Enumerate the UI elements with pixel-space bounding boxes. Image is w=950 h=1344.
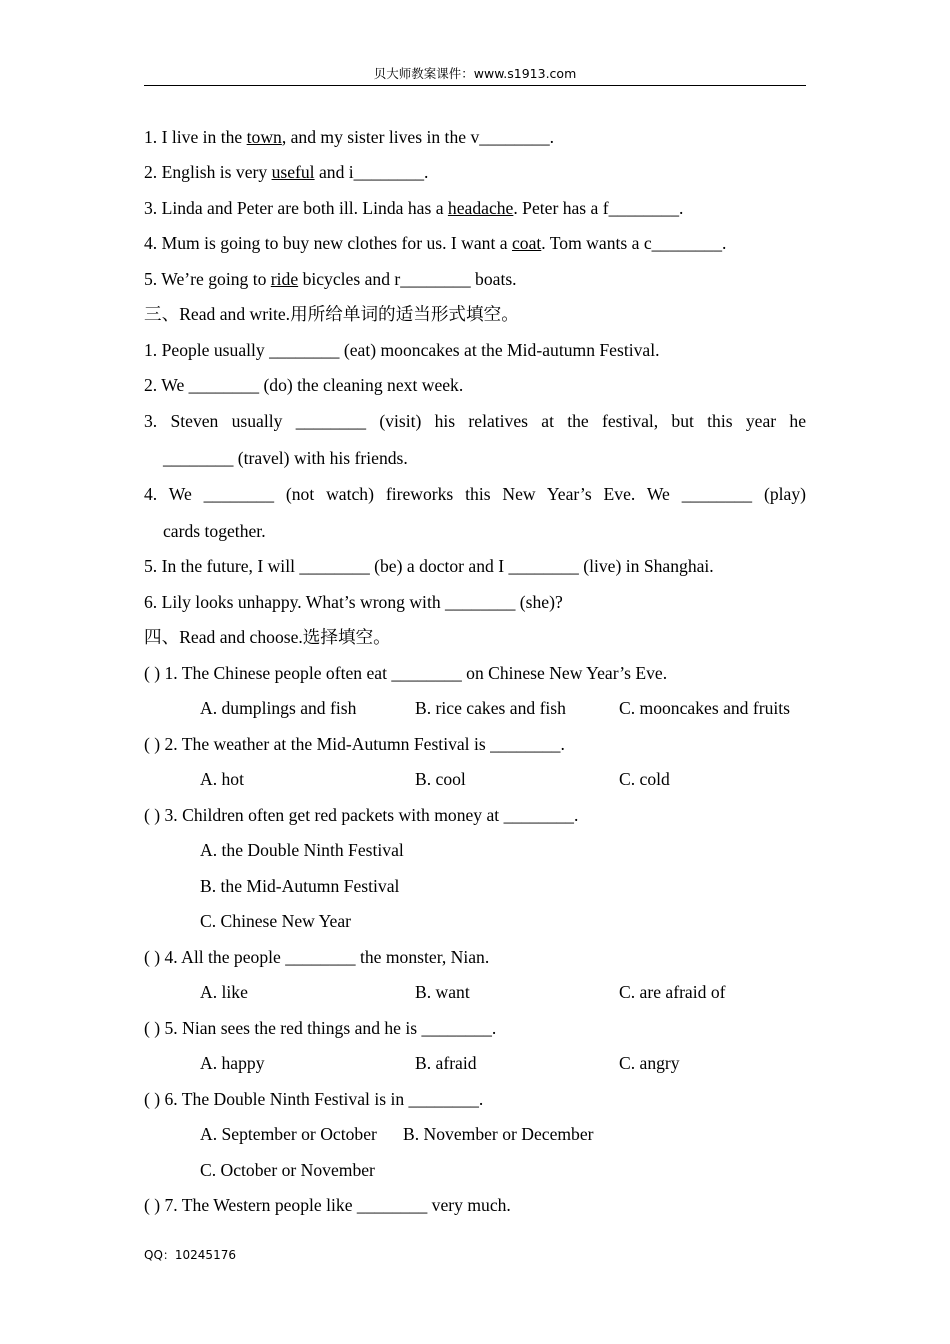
underlined-word: town (246, 127, 282, 147)
option-c: C. cold (619, 769, 670, 789)
list-item: 1. I live in the town, and my sister lives in the v________. (144, 127, 555, 147)
section-heading: 四、Read and choose.选择填空。 (144, 627, 391, 647)
list-item: 5. We’re going to ride bicycles and r________ boats. (144, 269, 517, 289)
list-item: 2. English is very useful and i________. (144, 162, 429, 182)
option-c: C. October or November (200, 1160, 375, 1180)
list-item: 6. Lily looks unhappy. What’s wrong with ________ (she)? (144, 592, 563, 612)
question-stem: ( ) 2. The weather at the Mid-Autumn Festival is ________. (144, 734, 565, 754)
option-a: A. September or October (200, 1124, 377, 1144)
option-a: A. happy (200, 1053, 265, 1073)
option-a: A. like (200, 982, 248, 1002)
list-item: 1. People usually ________ (eat) mooncakes at the Mid-autumn Festival. (144, 340, 660, 360)
underlined-word: headache (447, 198, 514, 218)
option-a: A. the Double Ninth Festival (200, 840, 404, 860)
list-item: 4. Mum is going to buy new clothes for us. I want a coat. Tom wants a c________. (144, 233, 727, 253)
underlined-word: useful (271, 162, 315, 182)
option-b: B. cool (415, 769, 466, 789)
option-a: A. hot (200, 769, 244, 789)
page-footer: QQ：10245176 (144, 1248, 236, 1262)
list-item-continued: ________ (travel) with his friends. (163, 448, 408, 468)
list-item-continued: cards together. (163, 521, 266, 541)
list-item: 3. Linda and Peter are both ill. Linda has a headache. Peter has a f________. (144, 198, 684, 218)
option-c: C. angry (619, 1053, 680, 1073)
list-item: 5. In the future, I will ________ (be) a doctor and I ________ (live) in Shanghai. (144, 556, 714, 576)
list-item: 2. We ________ (do) the cleaning next week. (144, 375, 464, 395)
option-c: C. Chinese New Year (200, 911, 351, 931)
underlined-word: ride (270, 269, 299, 289)
list-item: 3. Steven usually ________ (visit) his relatives at the festival, but this year he (144, 411, 806, 431)
option-b: B. rice cakes and fish (415, 698, 566, 718)
option-b: B. want (415, 982, 470, 1002)
question-stem: ( ) 3. Children often get red packets with money at ________. (144, 805, 579, 825)
page-header: 贝大师教案课件：www.s1913.com (373, 66, 577, 81)
list-item: 4. We ________ (not watch) fireworks this New Year’s Eve. We ________ (play) (144, 484, 806, 504)
question-stem: ( ) 6. The Double Ninth Festival is in ________. (144, 1089, 484, 1109)
question-stem: ( ) 5. Nian sees the red things and he is ________. (144, 1018, 497, 1038)
option-b: B. November or December (403, 1124, 594, 1144)
option-b: B. the Mid-Autumn Festival (200, 876, 400, 896)
option-c: C. mooncakes and fruits (619, 698, 791, 718)
question-stem: ( ) 7. The Western people like ________ very much. (144, 1195, 511, 1215)
question-stem: ( ) 4. All the people ________ the monster, Nian. (144, 947, 490, 967)
question-stem: ( ) 1. The Chinese people often eat ________ on Chinese New Year’s Eve. (144, 663, 668, 683)
underlined-word: coat (511, 233, 542, 253)
option-c: C. are afraid of (619, 982, 726, 1002)
header-rule (144, 85, 806, 86)
option-b: B. afraid (415, 1053, 477, 1073)
option-a: A. dumplings and fish (200, 698, 357, 718)
section-heading: 三、Read and write.用所给单词的适当形式填空。 (144, 304, 519, 324)
